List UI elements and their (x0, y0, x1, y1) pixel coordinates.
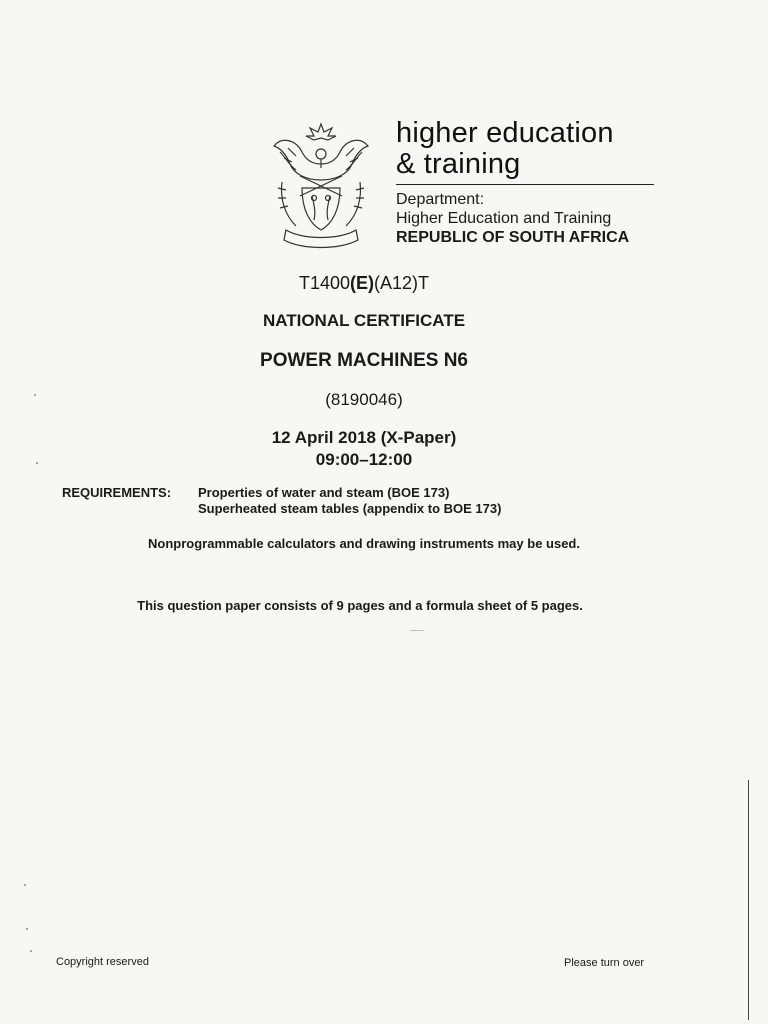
page-count-instruction: This question paper consists of 9 pages and a formula sheet of 5 pages. (137, 598, 583, 613)
exam-date: 12 April 2018 (X-Paper) (271, 428, 457, 447)
country-name: REPUBLIC OF SOUTH AFRICA (396, 229, 630, 246)
subject-code: (8190046) (325, 390, 403, 409)
requirements-label: REQUIREMENTS: (62, 485, 172, 500)
copyright-notice: Copyright reserved (56, 956, 149, 968)
brand-wordmark (396, 118, 658, 180)
calculator-instruction: Nonprogrammable calculators and drawing instruments may be used. (148, 536, 580, 551)
department-block (396, 190, 629, 247)
requirement-item: Properties of water and steam (BOE 173) (198, 485, 450, 500)
paper-code-language: (E) (350, 273, 375, 293)
coat-of-arms-icon (262, 118, 380, 252)
brand-line-1: higher education (396, 117, 614, 149)
paper-code (0, 273, 728, 294)
scan-edge-line (748, 780, 749, 1020)
brand-divider (396, 184, 654, 185)
requirement-item: Superheated steam tables (appendix to BOE 173) (198, 501, 502, 516)
department-label: Department: (396, 191, 485, 208)
subject-title: POWER MACHINES N6 (260, 350, 468, 371)
paper-code-suffix: (A12)T (374, 273, 430, 293)
exam-time: 09:00–12:00 (315, 450, 413, 469)
brand-line-2: & training (396, 148, 521, 180)
turn-over-notice: Please turn over (564, 957, 645, 969)
certificate-title: NATIONAL CERTIFICATE (262, 311, 466, 330)
department-name: Higher Education and Training (396, 210, 612, 227)
paper-code-prefix: T1400 (298, 273, 351, 293)
requirements-list (198, 485, 501, 517)
